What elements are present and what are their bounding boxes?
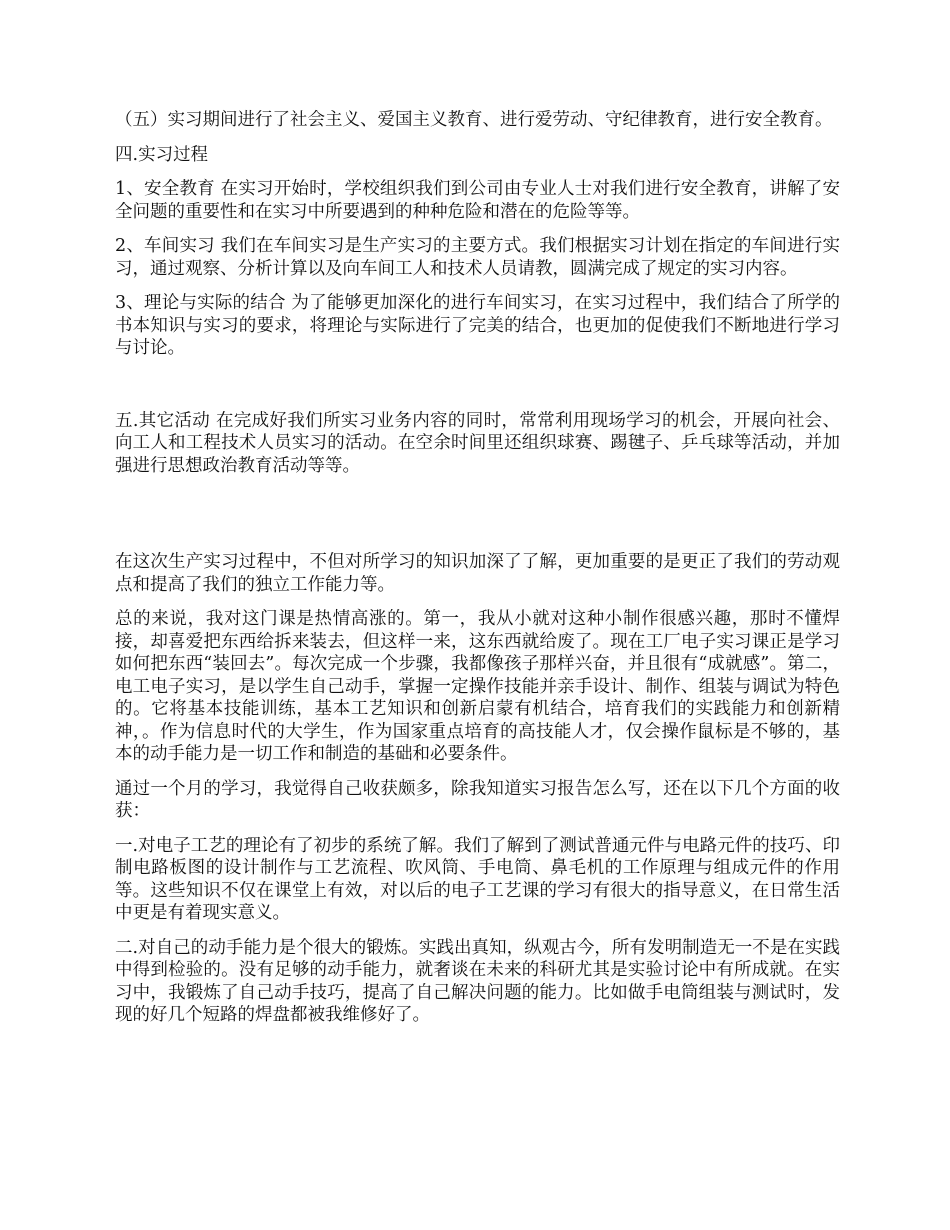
paragraph-workshop-internship: 2、车间实习 我们在车间实习是生产实习的主要方式。我们根据实习计划在指定的车间进行实习，通过观察、分析计算以及向车间工人和技术人员请教，圆满完成了规定的实习内容。 [115,236,840,279]
paragraph-gains-intro: 通过一个月的学习，我觉得自己收获颇多，除我知道实习报告怎么写，还在以下几个方面的收获： [115,778,840,821]
paragraph-summary-intro: 在这次生产实习过程中，不但对所学习的知识加深了了解，更加重要的是更正了我们的劳动观点和提高了我们的独立工作能力等。 [115,552,840,595]
document-body [115,109,840,1039]
paragraph-other-activities: 五.其它活动 在完成好我们所实习业务内容的同时，常常利用现场学习的机会，开展向社会、向工人和工程技术人员实习的活动。在空余时间里还组织球赛、踢毽子、乒乓球等活动，并加强进行思想政治教育活动等等。 [115,410,840,476]
paragraph-overall-feelings: 总的来说，我对这门课是热情高涨的。第一，我从小就对这种小制作很感兴趣，那时不懂焊接，却喜爱把东西给拆来装去，但这样一来，这东西就给废了。现在工厂电子实习课正是学习如何把东西“装回去”。每次完成一个步骤，我都像孩子那样兴奋，并且很有“成就感”。第二，电工电子实习，是以学生自己动手，掌握一定操作技能并亲手设计、制作、组装与调试为特色的。它将基本技能训练，基本工艺知识和创新启蒙有机结合，培育我们的实践能力和创新精神，。作为信息时代的大学生，作为国家重点培育的高技能人才，仅会操作鼠标是不够的，基本的动手能力是一切工作和制造的基础和必要条件。 [115,609,840,764]
paragraph-safety-education: 1、安全教育 在实习开始时，学校组织我们到公司由专业人士对我们进行安全教育，讲解了安全问题的重要性和在实习中所要遇到的种种危险和潜在的危险等等。 [115,179,840,222]
paragraph-gain-hands-on: 二.对自己的动手能力是个很大的锻炼。实践出真知，纵观古今，所有发明制造无一不是在实践中得到检验的。没有足够的动手能力，就奢谈在未来的科研尤其是实验讨论中有所成就。在实习中，我锻炼了自己动手技巧，提高了自己解决问题的能力。比如做手电筒组装与测试时，发现的好几个短路的焊盘都被我维修好了。 [115,937,840,1025]
section-heading-internship-process: 四.实习过程 [115,144,209,165]
spacer [115,489,840,551]
paragraph-education: （五）实习期间进行了社会主义、爱国主义教育、进行爱劳动、守纪律教育，进行安全教育。 [115,110,833,130]
spacer [115,372,840,410]
paragraph-gain-theory: 一.对电子工艺的理论有了初步的系统了解。我们了解到了测试普通元件与电路元件的技巧、印制电路板图的设计制作与工艺流程、吹风筒、手电筒、鼻毛机的工作原理与组成元件的作用等。这些知识不仅在课堂上有效，对以后的电子工艺课的学习有很大的指导意义，在日常生活中更是有着现实意义。 [115,835,840,923]
paragraph-theory-practice: 3、理论与实际的结合 为了能够更加深化的进行车间实习，在实习过程中，我们结合了所学的书本知识与实习的要求，将理论与实际进行了完美的结合，也更加的促使我们不断地进行学习与讨论。 [115,293,840,358]
